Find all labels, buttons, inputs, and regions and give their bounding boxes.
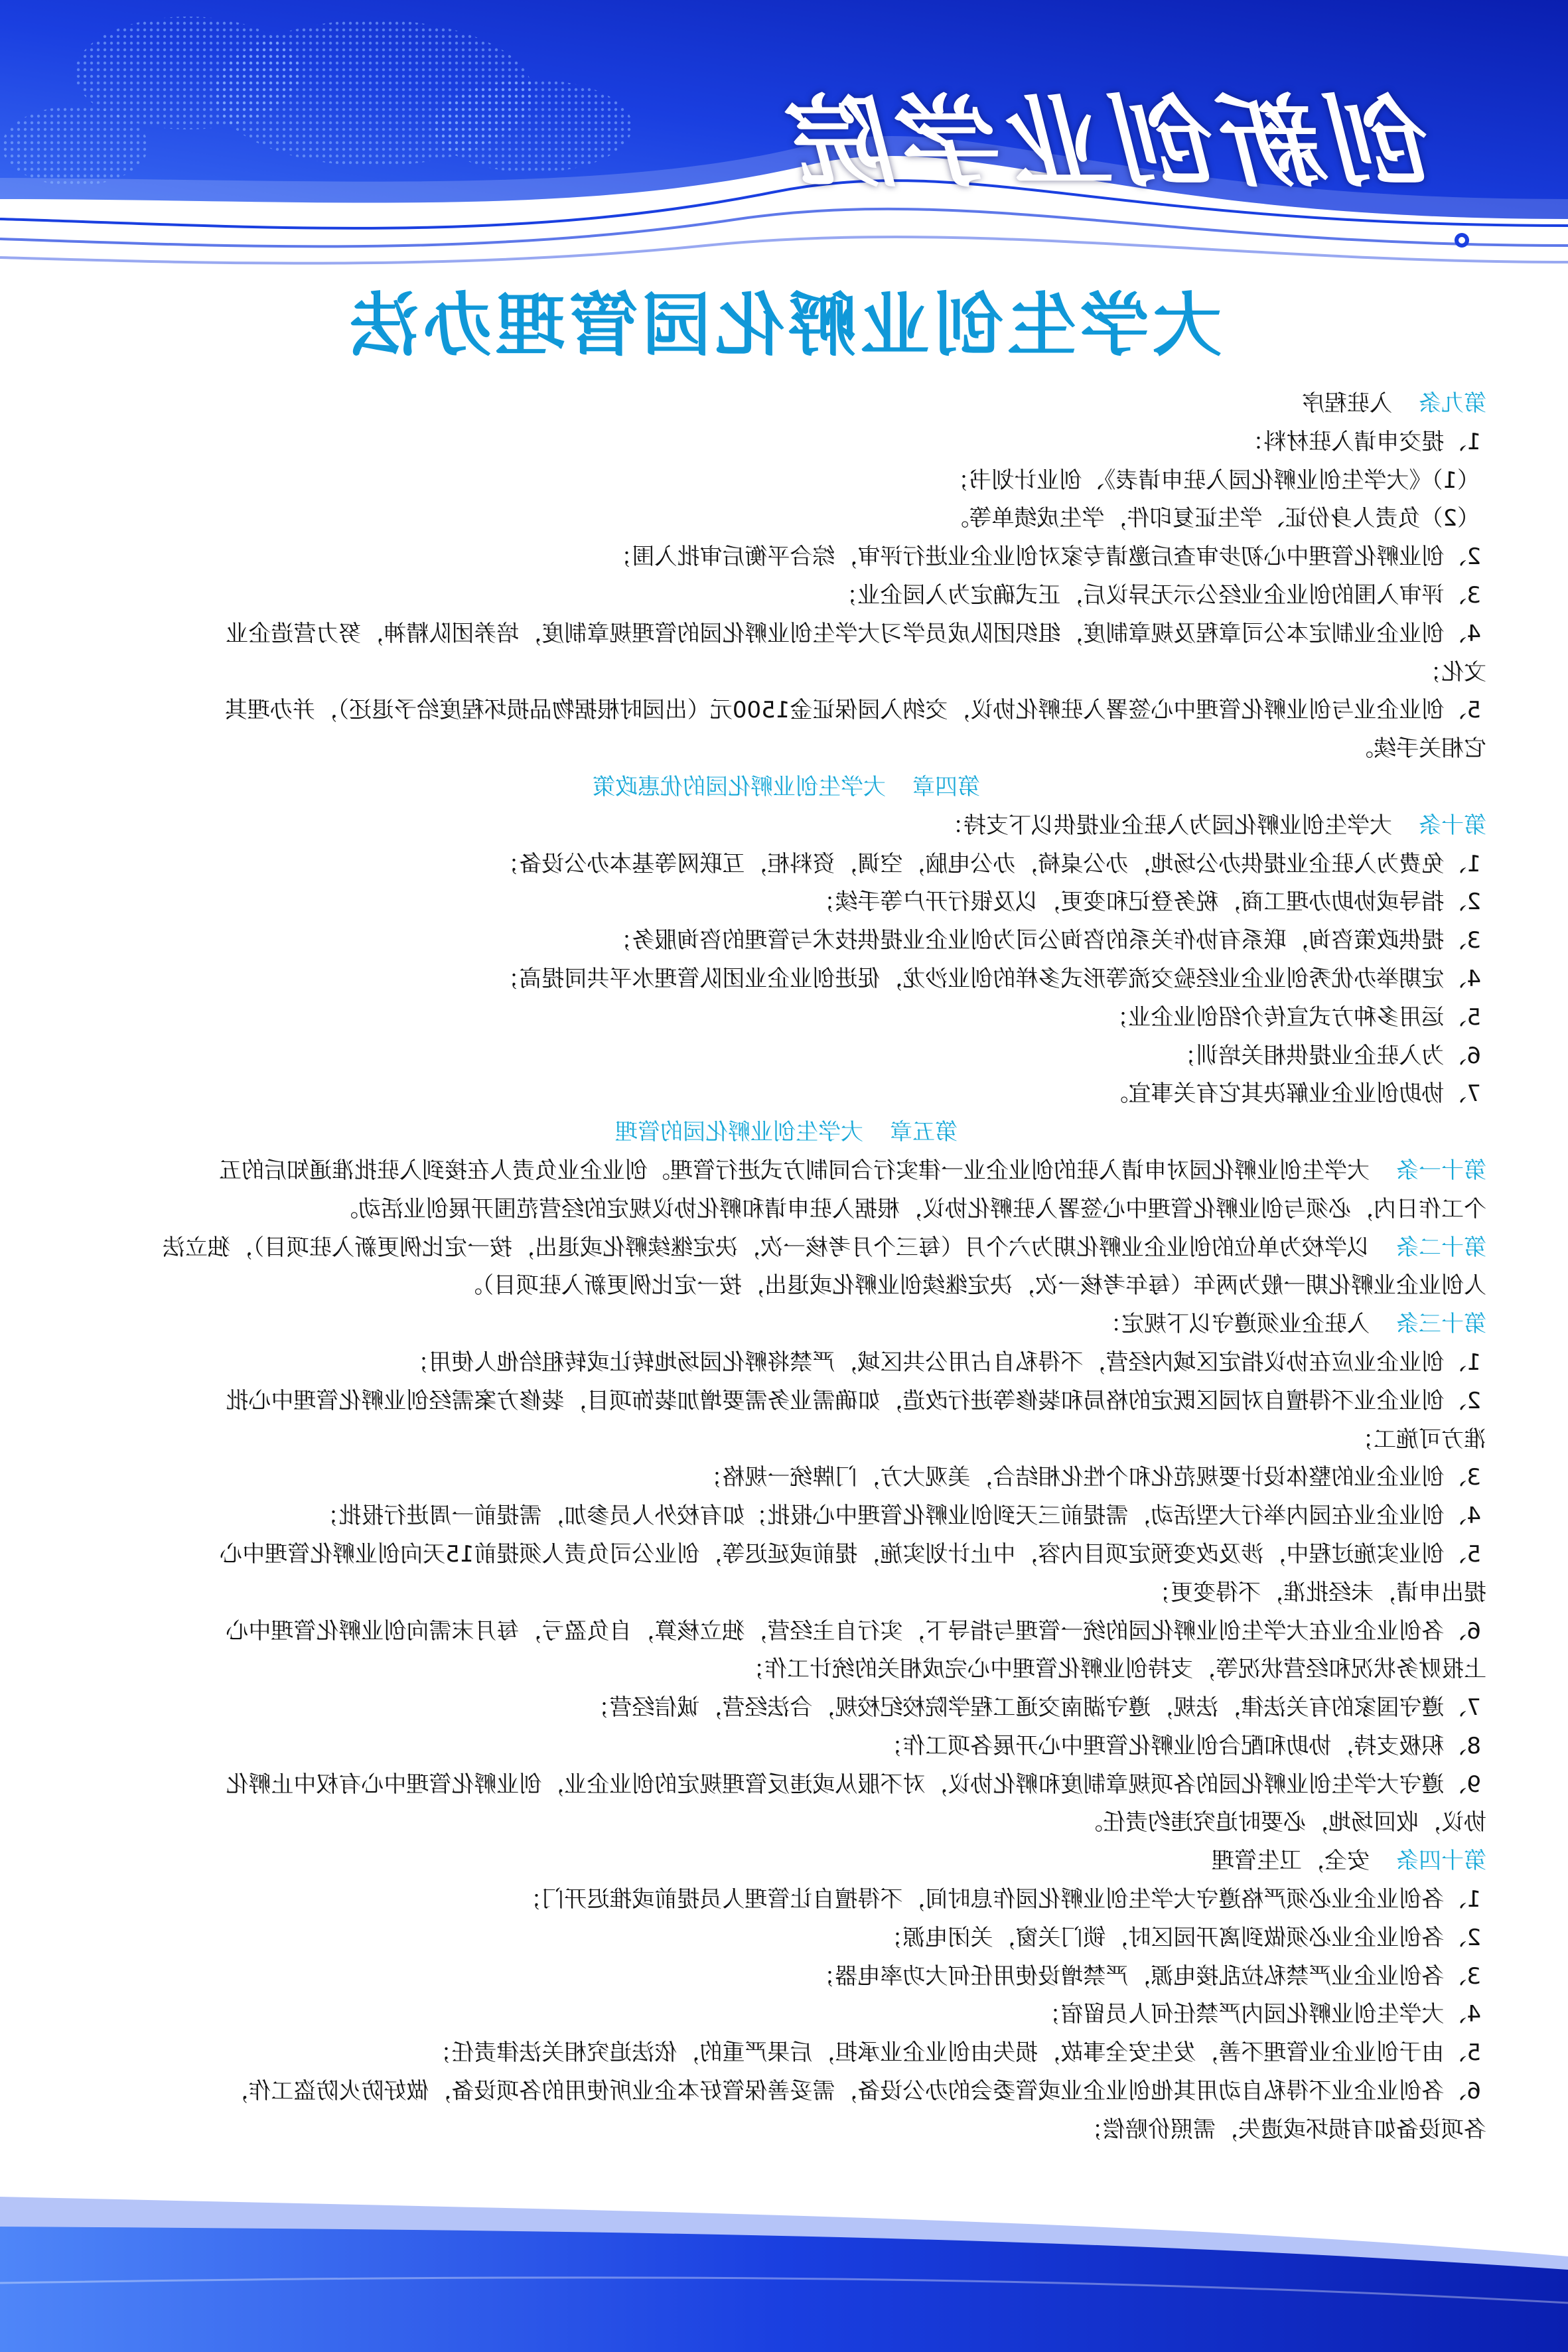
continuation-line <box>86 1267 1486 1305</box>
continuation-line <box>86 1574 1486 1613</box>
chapter-heading <box>86 769 1486 807</box>
line-text: 个工作日内，必须与创业孵化管理中心签署入驻孵化协议，根据入驻申请和孵化协议规定的经营范围开展创业活动。 <box>336 1195 1486 1222</box>
line-text: 各项设备如有损坏或遗失，需照价赔偿； <box>1080 2116 1486 2143</box>
item-line <box>86 615 1486 654</box>
line-text: 6、各创业企业在大学生创业孵化园的统一管理与指导下，实行自主经营，独立核算，自负盈亏，每月末需向创业孵化管理中心 <box>226 1617 1481 1645</box>
article-text: 入驻程序 <box>1302 390 1392 417</box>
chapter-heading <box>86 1114 1486 1152</box>
item-line <box>86 692 1486 730</box>
item-line <box>86 1382 1486 1421</box>
article-number: 第十四条 <box>1396 1848 1486 1875</box>
line-text: 3、提供政策咨询，联系有协作关系的咨询公司为创业企业提供技术与管理的咨询服务； <box>609 927 1481 954</box>
item-line <box>86 845 1486 884</box>
line-text: 准方可施工； <box>1351 1426 1486 1453</box>
line-text: 9、遵守大学生创业孵化园的各项规章制度和孵化协议，对不服从或违反管理规定的创业企业，创业孵化管理中心有权中止孵化 <box>226 1771 1481 1798</box>
item-line <box>86 1497 1486 1536</box>
line-text: 6、各创业企业不得私自动用其他创业企业或管委会的办公设备，需妥善保管好本企业所使用的各项设备，做好防火防盗工作， <box>226 2078 1481 2105</box>
sub-item-line <box>86 500 1486 538</box>
item-line <box>86 1766 1486 1804</box>
line-text: （2）负责人身份证、学生证复印件，学生成绩单等。 <box>946 505 1480 532</box>
article-line <box>86 1305 1486 1344</box>
line-text: 3、评审入围的创业企业经公示无异议后，正式确定为入园企业； <box>835 581 1481 609</box>
article-number: 第十二条 <box>1396 1234 1486 1261</box>
sub-item-line <box>86 462 1486 500</box>
continuation-line <box>86 1191 1486 1229</box>
article-text: 大学生创业孵化园为入驻企业提供以下支持： <box>941 812 1392 839</box>
item-line <box>86 1727 1486 1766</box>
item-line <box>86 1919 1486 1958</box>
article-text: 以学校为单位的创业企业孵化期为六个月（每三个月考核一次，决定继续孵化或退出，按一定比例更新入驻项目），独立法 <box>163 1234 1370 1261</box>
article-line <box>86 385 1486 423</box>
line-text: 8、积极支持，协助和配合创业孵化管理中心开展各项工作； <box>880 1732 1481 1759</box>
item-line <box>86 1459 1486 1497</box>
item-line <box>86 2034 1486 2073</box>
document-title: 大学生创业孵化园管理办法 <box>346 285 1222 366</box>
brand-title: 创新创业学院 <box>792 84 1438 201</box>
line-text: 2、创业企业不得擅自对园区既定的格局和装修等进行改造，如确需业务需要增加装饰项目，装修方案需经创业孵化管理中心批 <box>226 1387 1481 1414</box>
line-text: 上报财务状况和经营状况等，支持创业孵化管理中心完成相关的统计工作； <box>742 1656 1486 1683</box>
item-line <box>86 1613 1486 1651</box>
line-text: 6、为入驻企业提供相关培训； <box>1173 1042 1481 1069</box>
continuation-line <box>86 1804 1486 1842</box>
line-text: 4、大学生创业孵化园内严禁任何人员留宿； <box>1038 2001 1481 2028</box>
line-text: 5、创业实施过程中，涉及改变预定项目内容，中止计划实施，提前或延迟等，创业公司负责人须提前15天向创业孵化管理中心 <box>220 1540 1481 1568</box>
line-text: 4、创业企业制定本公司章程及规章制度，组织团队成员学习大学生创业孵化园的管理规章制度，培养团队精神，努力营造企业 <box>226 620 1481 647</box>
item-line <box>86 423 1486 462</box>
line-text: 人创业企业孵化期一般为两年（每年考核一次，决定继续创业孵化或退出，按一定比例更新入驻项目）。 <box>460 1272 1486 1299</box>
article-line <box>86 807 1486 845</box>
article-line <box>86 1229 1486 1268</box>
line-text: 提出申请，未经批准，不得变更； <box>1148 1579 1486 1606</box>
item-line <box>86 1958 1486 1996</box>
item-line <box>86 1344 1486 1382</box>
item-line <box>86 1881 1486 1919</box>
line-text: 3、各创业企业严禁私拉乱接电源，严禁增设使用任何大功率电器； <box>812 1962 1481 1990</box>
line-text: 7、协助创业企业解决其它有关事宜。 <box>1105 1080 1481 1108</box>
line-text: 文化； <box>1419 658 1486 686</box>
continuation-line <box>86 1421 1486 1459</box>
article-number: 第十三条 <box>1396 1311 1486 1338</box>
item-line <box>86 1996 1486 2034</box>
article-text: 入驻企业须遵守以下规定： <box>1099 1311 1370 1338</box>
chapter-title: 大学生创业孵化园的优惠政策 <box>593 773 886 800</box>
item-line <box>86 1075 1486 1114</box>
article-number: 第十一条 <box>1396 1157 1486 1184</box>
item-line <box>86 538 1486 577</box>
article-number: 第九条 <box>1419 390 1486 417</box>
item-line <box>86 883 1486 922</box>
item-line <box>86 922 1486 960</box>
line-text: 协议，收回场地，必要时追究违约责任。 <box>1080 1809 1486 1836</box>
chapter-number: 第四章 <box>912 773 980 800</box>
article-line <box>86 1842 1486 1881</box>
footer-banner <box>0 2170 1568 2352</box>
continuation-line <box>86 2111 1486 2150</box>
line-text: 7、遵守国家的有关法律，法规，遵守湖南交通工程学院校纪校规，合法经营，诚信经营； <box>587 1694 1481 1722</box>
line-text: 它相关手续。 <box>1351 735 1486 763</box>
line-text: 2、指导或协助办理工商，税务登记和变更，以及银行开户等手续； <box>812 889 1481 916</box>
line-text: 3、创业企业的整体设计要规范化和个性化相结合，美观大方，门牌统一规格； <box>699 1464 1481 1491</box>
line-text: 5、运用多种方式宣传介绍创业企业； <box>1105 1003 1481 1031</box>
continuation-line <box>86 654 1486 692</box>
continuation-line <box>86 1651 1486 1689</box>
line-text: 1、各创业企业必须严格遵守大学生创业孵化园作息时间，不得擅自让管理人员提前或推迟开门； <box>519 1886 1481 1913</box>
chapter-number: 第五章 <box>890 1119 958 1146</box>
line-text: 1、提交申请入驻材料： <box>1241 428 1481 455</box>
item-line <box>86 1536 1486 1574</box>
item-line <box>86 1689 1486 1727</box>
article-text: 大学生创业孵化园对申请入驻的创业企业一律实行合同制方式进行管理。创业企业负责人在接到入驻批准通知后的五 <box>219 1157 1370 1184</box>
line-text: 1、创业企业应在协议指定区域内经营，不得私自占用公共区域，严禁将孵化园场地转让或转租给他人使用； <box>406 1349 1481 1376</box>
item-line <box>86 960 1486 999</box>
item-line <box>86 999 1486 1037</box>
article-number: 第十条 <box>1419 812 1486 839</box>
line-text: 4、定期举办优秀创业企业经验交流等形式多样的创业沙龙，促进创业企业团队管理水平共同提高； <box>496 965 1481 992</box>
line-text: 4、创业企业在园内举行大型活动，需提前三天到创业孵化管理中心报批；如有校外人员参加，需提前一周进行报批； <box>316 1503 1481 1530</box>
item-line <box>86 577 1486 615</box>
item-line <box>86 1037 1486 1076</box>
line-text: 2、创业孵化管理中心初步审查后邀请专家对创业企业进行评审，综合平衡后审批入围； <box>609 544 1481 571</box>
line-text: 1、免费为入驻企业提供办公场地，办公桌椅，办公电脑，空调，资料柜，互联网等基本办公设备； <box>496 850 1481 877</box>
line-text: 5、由于创业企业管理不善，发生安全事故，损失由创业企业承担，后果严重的，依法追究相关法律责任； <box>429 2039 1481 2067</box>
article-line <box>86 1152 1486 1191</box>
regulation-body <box>86 385 1486 2150</box>
article-text: 安全，卫生管理 <box>1212 1848 1370 1875</box>
chapter-title: 大学生创业孵化园的管理 <box>615 1119 863 1146</box>
continuation-line <box>86 730 1486 769</box>
line-text: （1）《大学生创业孵化园入驻申请表》、创业计划书； <box>946 467 1480 494</box>
line-text: 5、创业企业与创业孵化管理中心签署入驻孵化协议，交纳入园保证金1500元（出园时根据物品损坏程度给予退还），并办理其 <box>224 697 1481 724</box>
line-text: 2、各创业企业必须做到离开园区时，锁门关窗，关闭电源； <box>880 1924 1481 1951</box>
item-line <box>86 2073 1486 2111</box>
